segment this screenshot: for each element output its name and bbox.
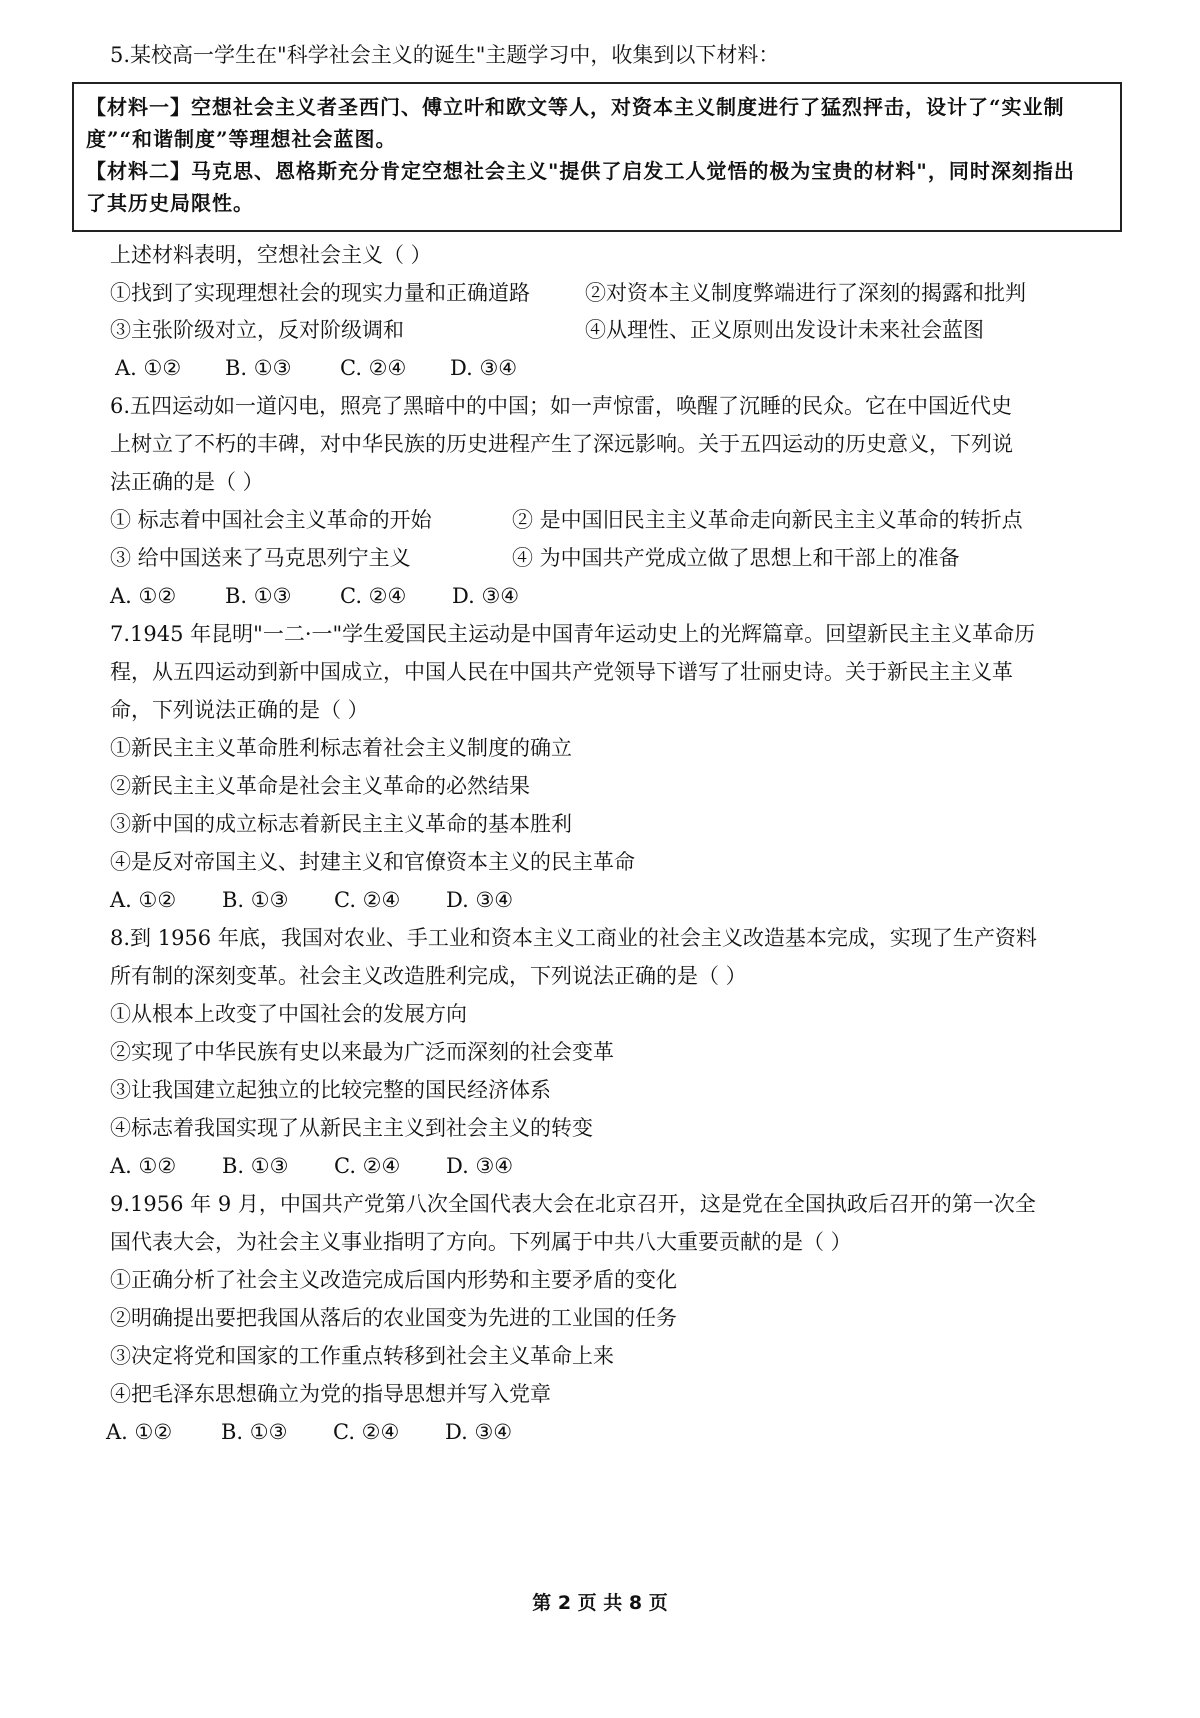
q6-choice-b: B. ①③ [225,584,292,608]
q9-choice-a: A. ①② [106,1420,173,1444]
q7-choices [110,887,513,913]
q8-line-2: 所有制的深刻变革。社会主义改造胜利完成，下列说法正确的是（ ） [110,964,747,988]
q7-line-3: 命，下列说法正确的是（ ） [110,698,369,722]
q9-choice-d: D. ③④ [445,1420,513,1444]
q6-choice-d: D. ③④ [452,584,520,608]
q8-choice-c: C. ②④ [334,1154,401,1178]
q5-choice-c: C. ②④ [340,356,407,380]
q6-line-2: 上树立了不朽的丰碑，对中华民族的历史进程产生了深远影响。关于五四运动的历史意义，下列说 [110,432,1013,456]
q7-option-4: ④是反对帝国主义、封建主义和官僚资本主义的民主革命 [110,850,635,874]
q5-option-3: ③主张阶级对立，反对阶级调和 [110,318,404,342]
q5-option-1: ①找到了实现理想社会的现实力量和正确道路 [110,281,530,305]
q9-option-4: ④把毛泽东思想确立为党的指导思想并写入党章 [110,1382,551,1406]
q8-choice-a: A. ①② [110,1154,177,1178]
q7-choice-b: B. ①③ [222,888,289,912]
q9-line-2: 国代表大会，为社会主义事业指明了方向。下列属于中共八大重要贡献的是（ ） [110,1230,852,1254]
q5-option-4: ④从理性、正义原则出发设计未来社会蓝图 [585,318,984,342]
q8-choice-d: D. ③④ [446,1154,514,1178]
q9-choices [106,1419,512,1445]
q5-choice-b: B. ①③ [225,356,292,380]
q8-option-2: ②实现了中华民族有史以来最为广泛而深刻的社会变革 [110,1040,614,1064]
q6-option-1: ① 标志着中国社会主义革命的开始 [110,508,432,532]
q9-line-1: 9.1956 年 9 月，中国共产党第八次全国代表大会在北京召开，这是党在全国执政后召开的第一次全 [110,1192,1036,1216]
q6-choice-c: C. ②④ [340,584,407,608]
q7-option-3: ③新中国的成立标志着新民主主义革命的基本胜利 [110,812,572,836]
q5-option-2: ②对资本主义制度弊端进行了深刻的揭露和批判 [585,281,1026,305]
q5-question: 上述材料表明，空想社会主义（ ） [110,243,432,267]
q7-line-2: 程，从五四运动到新中国成立，中国人民在中国共产党领导下谱写了壮丽史诗。关于新民主主义革 [110,660,1013,684]
q9-option-1: ①正确分析了社会主义改造完成后国内形势和主要矛盾的变化 [110,1268,677,1292]
q8-option-1: ①从根本上改变了中国社会的发展方向 [110,1002,467,1026]
q6-choices [110,583,519,609]
q7-option-1: ①新民主主义革命胜利标志着社会主义制度的确立 [110,736,572,760]
q7-option-2: ②新民主主义革命是社会主义革命的必然结果 [110,774,530,798]
q8-option-3: ③让我国建立起独立的比较完整的国民经济体系 [110,1078,551,1102]
q8-line-1: 8.到 1956 年底，我国对农业、手工业和资本主义工商业的社会主义改造基本完成，实现了生产资料 [110,926,1037,950]
q7-choice-d: D. ③④ [446,888,514,912]
q5-stem: 5.某校高一学生在"科学社会主义的诞生"主题学习中，收集到以下材料： [110,43,780,67]
q9-option-2: ②明确提出要把我国从落后的农业国变为先进的工业国的任务 [110,1306,677,1330]
q6-option-2: ② 是中国旧民主主义革命走向新民主主义革命的转折点 [512,508,1023,532]
q5-choice-a: A. ①② [115,356,182,380]
q6-option-4: ④ 为中国共产党成立做了思想上和干部上的准备 [512,546,960,570]
q8-choices [110,1153,513,1179]
page-number-footer: 第 2 页 共 8 页 [532,1592,668,1614]
q6-choice-a: A. ①② [110,584,177,608]
q8-choice-b: B. ①③ [222,1154,289,1178]
q9-choice-c: C. ②④ [333,1420,400,1444]
q8-option-4: ④标志着我国实现了从新民主主义到社会主义的转变 [110,1116,593,1140]
q7-choice-c: C. ②④ [334,888,401,912]
q5-choice-d: D. ③④ [450,356,518,380]
q7-choice-a: A. ①② [110,888,177,912]
material2-line1: 【材料二】马克思、恩格斯充分肯定空想社会主义"提供了启发工人觉悟的极为宝贵的材料"，同时深刻指出 [86,159,1075,183]
q6-line-3: 法正确的是（ ） [110,470,264,494]
q6-line-1: 6.五四运动如一道闪电，照亮了黑暗中的中国；如一声惊雷，唤醒了沉睡的民众。它在中国近代史 [110,394,1013,418]
material2-line2: 了其历史局限性。 [86,191,254,215]
material1-line2: 度”“和谐制度”等理想社会蓝图。 [86,127,397,151]
q9-choice-b: B. ①③ [221,1420,288,1444]
material-box [72,82,1122,232]
q7-line-1: 7.1945 年昆明"一二·一"学生爱国民主运动是中国青年运动史上的光辉篇章。回望新民主主义革命历 [110,622,1036,646]
q6-option-3: ③ 给中国送来了马克思列宁主义 [110,546,411,570]
material1-line1: 【材料一】空想社会主义者圣西门、傅立叶和欧文等人，对资本主义制度进行了猛烈抨击，设计了“实业制 [86,95,1065,119]
q9-option-3: ③决定将党和国家的工作重点转移到社会主义革命上来 [110,1344,614,1368]
q5-choices [115,355,517,381]
